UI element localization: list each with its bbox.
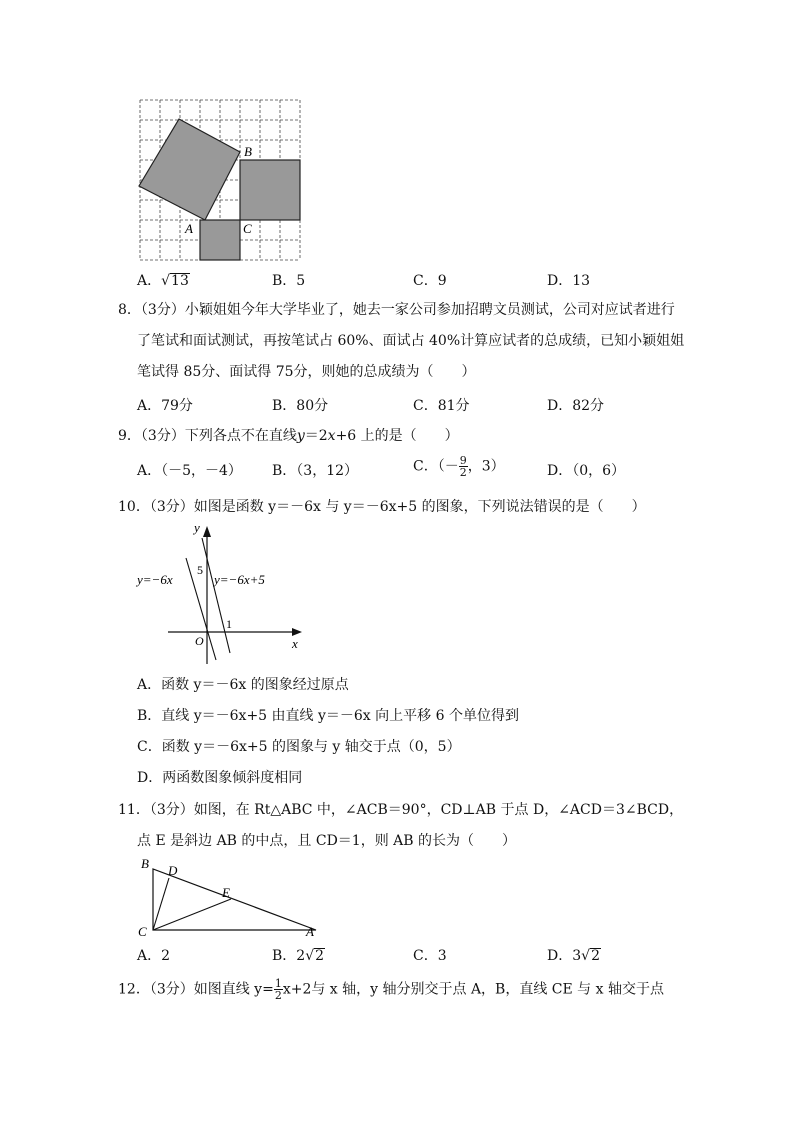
y-axis-arrow-icon: [203, 526, 211, 537]
q9-option-c[interactable]: [413, 455, 505, 478]
q7-grid-figure: [134, 94, 308, 264]
line-y-neg6x-plus5: [202, 538, 230, 653]
q9-option-c-den: 2: [459, 466, 467, 479]
q9-x: x: [327, 428, 336, 444]
q9-option-d[interactable]: D．（0，6）: [547, 463, 626, 479]
q11-option-b-radicand: 2: [315, 948, 325, 964]
q12-prefix: 12．（3分）如图直线 y=: [118, 981, 274, 998]
q11-label-b: B: [141, 856, 149, 871]
segment-ce: [153, 899, 231, 930]
q7-option-d-letter: D．: [547, 273, 573, 289]
q12-num: 1: [274, 977, 282, 990]
q11-option-b[interactable]: [272, 945, 325, 965]
q11-option-c[interactable]: [413, 945, 447, 965]
q7-option-c-value: 9: [437, 273, 447, 289]
q9-option-a[interactable]: A．（－5，－4）: [137, 463, 242, 479]
q10-question: 10．（3分）如图是函数 y＝－6x 与 y＝－6x+5 的图象，下列说法错误的是（ ）: [118, 499, 646, 515]
q8-option-b[interactable]: B．80分: [272, 398, 329, 414]
q9-option-c-num: 9: [459, 454, 467, 467]
q11-line2: 点 E 是斜边 AB 的中点，且 CD＝1，则 AB 的长为（ ）: [137, 833, 517, 849]
q11-option-b-coef: 2: [296, 948, 306, 964]
q11-option-c-letter: C．: [413, 948, 438, 964]
q7-option-b[interactable]: [272, 270, 305, 290]
q7-label-b: B: [244, 144, 252, 159]
q9-prefix: 9．（3分）下列各点不在直线: [118, 428, 297, 444]
q8-line2: 了笔试和面试测试，再按笔试占 60%、面试占 40%计算应试者的总成绩，已知小颖姐姐: [137, 333, 685, 349]
q11-label-a: A: [306, 924, 314, 939]
q9-option-c-minus: －: [444, 458, 459, 475]
q8-option-d[interactable]: D．82分: [547, 398, 605, 414]
q10-option-b[interactable]: B．直线 y＝－6x+5 由直线 y＝－6x 向上平移 6 个单位得到: [137, 708, 519, 724]
q10-xlabel: x: [292, 636, 298, 651]
q10-option-a[interactable]: A．函数 y＝－6x 的图象经过原点: [137, 677, 349, 693]
q10-label2: y=−6x+5: [214, 572, 265, 587]
q10-one: 1: [226, 617, 232, 631]
q11-line1: 11．（3分）如图，在 Rt△ABC 中，∠ACB＝90°，CD⊥AB 于点 D，∠ACD＝3∠BCD，: [118, 802, 684, 818]
q10-origin: O: [195, 634, 204, 648]
q7-square-bc: [240, 160, 300, 220]
q11-option-c-value: 3: [437, 948, 447, 964]
q11-option-a-letter: A．: [137, 948, 162, 964]
q11-option-b-letter: B．: [272, 948, 297, 964]
q11-label-e: E: [222, 885, 230, 900]
q12-den: 2: [274, 989, 282, 1002]
segment-cd: [153, 878, 169, 930]
q7-tilted-square: [139, 119, 240, 220]
q11-option-d-coef: 3: [572, 948, 582, 964]
q9-option-c-pre: C．（: [413, 458, 445, 475]
q9-question: [118, 426, 459, 446]
q7-option-a-letter: A．: [137, 273, 162, 289]
q10-graph: [134, 518, 314, 666]
q12-suffix: x+2与 x 轴，y 轴分别交于点 A，B，直线 CE 与 x 轴交于点: [282, 981, 664, 998]
q11-option-d-letter: D．: [547, 948, 573, 964]
q9-eq: ＝2: [304, 428, 328, 444]
q7-square-ac: [200, 220, 240, 260]
q7-option-c-letter: C．: [413, 273, 438, 289]
q7-option-a-radicand: 13: [171, 273, 189, 289]
q12-question: [118, 978, 664, 1001]
q11-option-a[interactable]: [137, 945, 170, 965]
q10-five: 5: [197, 563, 203, 577]
q9-option-c-fraction: [459, 455, 468, 478]
q8-line1: 8．（3分）小颖姐姐今年大学毕业了，她去一家公司参加招聘文员测试，公司对应试者进行: [118, 302, 675, 318]
q11-option-d[interactable]: [547, 945, 601, 965]
q11-triangle-figure: [134, 852, 324, 940]
q8-option-a[interactable]: A．79分: [137, 398, 193, 414]
q8-line3: 笔试得 85分、面试得 75分，则她的总成绩为（ ）: [137, 364, 476, 380]
q7-option-c[interactable]: [413, 270, 447, 290]
q7-option-b-value: 5: [296, 273, 306, 289]
q7-option-b-letter: B．: [272, 273, 297, 289]
radical-sign: √: [161, 273, 171, 289]
q7-label-a: A: [185, 221, 193, 236]
q7-label-c: C: [243, 221, 252, 236]
q10-ylabel: y: [194, 520, 200, 535]
q9-y: y: [296, 428, 305, 444]
q10-option-d[interactable]: D．两函数图象倾斜度相同: [137, 770, 303, 786]
q8-option-c[interactable]: C．81分: [413, 398, 470, 414]
q9-option-b[interactable]: B．（3，12）: [272, 463, 359, 479]
q11-option-a-value: 2: [161, 948, 171, 964]
q9-suffix: +6 上的是（ ）: [335, 428, 459, 444]
q11-label-d: D: [168, 863, 178, 878]
q12-fraction: [274, 978, 283, 1001]
q10-option-c[interactable]: C．函数 y＝－6x+5 的图象与 y 轴交于点（0，5）: [137, 739, 461, 755]
q9-option-c-post: ，3）: [467, 458, 505, 475]
q11-option-d-radicand: 2: [591, 948, 600, 964]
radical-sign: √: [581, 948, 591, 964]
x-axis-arrow-icon: [292, 628, 302, 636]
q7-option-d[interactable]: [547, 270, 590, 290]
q7-option-d-value: 13: [572, 273, 591, 289]
radical-sign: √: [305, 948, 315, 964]
q11-label-c: C: [138, 924, 147, 939]
q10-label1: y=−6x: [137, 572, 173, 587]
q7-option-a[interactable]: [137, 270, 190, 290]
